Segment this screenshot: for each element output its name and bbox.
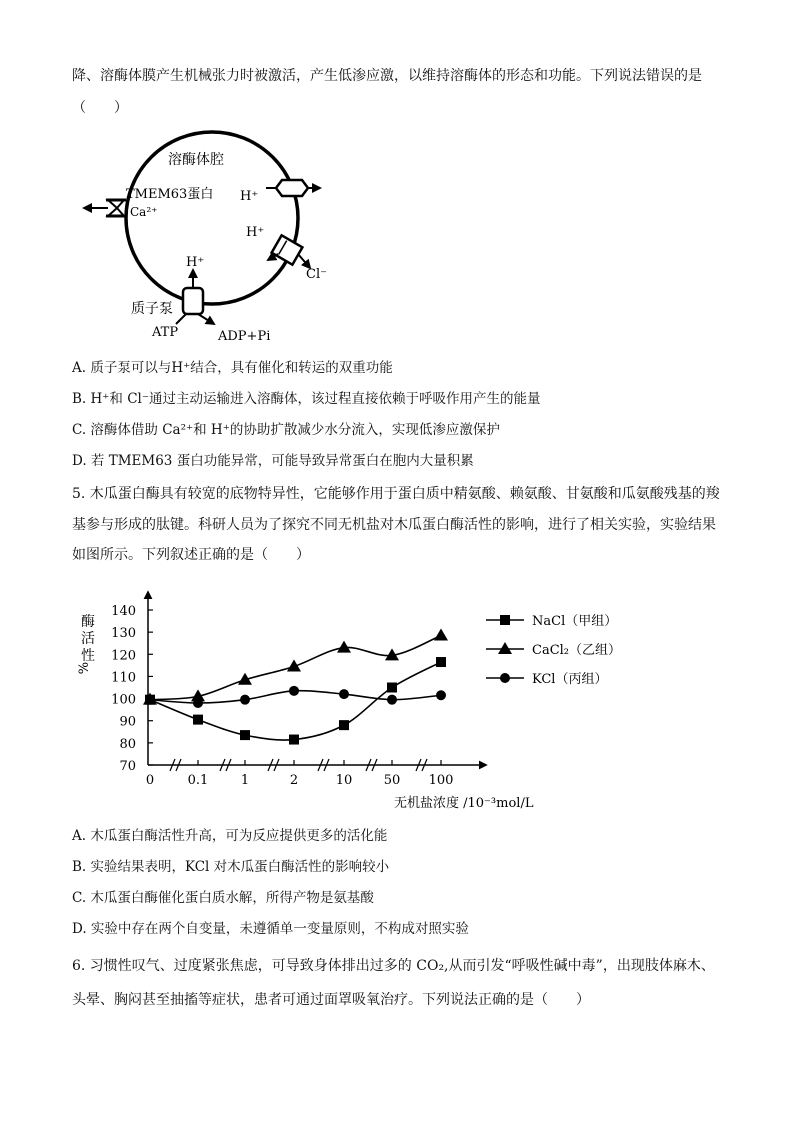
q6-line1: 6. 习惯性叹气、过度紧张焦虑，可导致身体排出过多的 CO₂,从而引发“呼吸性碱中毒”，出现肢体麻木、 [72,958,715,974]
x-tick-label: 50 [383,773,401,788]
q5-option-a: A. 木瓜蛋白酶活性升高，可为反应提供更多的活化能 [72,828,388,844]
legend-marker-triangle [498,642,512,654]
data-point-triangle [337,641,351,653]
legend-marker-circle [500,673,510,683]
data-point-square [193,715,203,725]
q5-option-c: C. 木瓜蛋白酶催化蛋白质水解，所得产物是氨基酸 [72,890,374,906]
q5-option-d: D. 实验中存在两个自变量，未遵循单一变量原则，不构成对照实验 [72,921,469,937]
x-tick-label: 0.1 [187,773,209,788]
q5-stem-line1: 5. 木瓜蛋白酶具有较宽的底物特异性，它能够作用于蛋白质中精氨酸、赖氨酸、甘氨酸和瓜氨酸残基的羧 [72,486,720,502]
y-tick-label: 120 [111,648,136,664]
y-axis-label-char: 酶 [81,614,95,630]
data-point-circle [240,695,250,705]
q4-option-c: C. 溶酶体借助 Ca²⁺和 H⁺的协助扩散减少水分流入，实现低渗应激保护 [72,422,500,438]
q5-option-b: B. 实验结果表明，KCl 对木瓜蛋白酶活性的影响较小 [72,859,390,875]
atp-label: ATP [152,325,179,340]
y-axis-label-char: 性 [81,648,95,664]
proton-pump-label: 质子泵 [131,301,173,317]
y-axis-unit: % [77,661,92,675]
legend-label: KCl（丙组） [532,672,608,687]
data-point-circle [436,690,446,700]
adp-label: ADP+Pi [218,329,271,344]
legend-label: NaCl（甲组） [532,614,618,629]
y-tick-label: 140 [111,604,136,619]
data-point-circle [339,689,349,699]
q4-option-d: D. 若 TMEM63 蛋白功能异常，可能导致异常蛋白在胞内大量积累 [72,453,474,469]
q4-stem-line2: （ ） [72,100,128,116]
x-tick-label: 100 [428,773,454,788]
x-tick-label: 2 [289,773,299,788]
y-tick-label: 70 [119,759,136,774]
y-tick-label: 80 [119,736,136,752]
x-tick-label: 10 [335,773,353,788]
q4-option-b: B. H⁺和 Cl⁻通过主动运输进入溶酶体，该过程直接依赖于呼吸作用产生的能量 [72,391,541,407]
x-axis-label: 无机盐浓度 /10⁻³mol/L [394,796,534,811]
h-label-top: H⁺ [240,189,259,204]
legend-marker-square [500,615,510,625]
data-point-square [289,735,299,745]
y-tick-label: 110 [111,670,136,686]
data-point-square [436,657,446,667]
legend-label: CaCl₂（乙组） [532,643,622,658]
data-point-square [339,720,349,730]
q5-stem-line2: 基参与形成的肽键。科研人员为了探究不同无机盐对木瓜蛋白酶活性的影响，进行了相关实验，实验结果 [72,517,716,533]
x-tick-label: 0 [145,773,155,788]
data-point-circle [193,698,203,708]
ca-label: Ca²⁺ [130,205,158,219]
tmem63-label: TMEM63蛋白 [126,187,214,202]
data-point-circle [387,695,397,705]
data-point-circle [145,695,155,705]
data-point-square [387,683,397,693]
data-point-square [240,730,250,740]
data-point-triangle [434,628,448,640]
cl-label: Cl⁻ [306,267,327,282]
x-tick-label: 1 [240,773,250,788]
h-label-antiporter: H⁺ [246,225,265,240]
q4-option-a: A. 质子泵可以与H⁺结合，具有催化和转运的双重功能 [72,360,393,376]
y-axis-label-char: 活 [81,631,95,647]
q6-line2: 头晕、胸闷甚至抽搐等症状，患者可通过面罩吸氧治疗。下列说法正确的是（ ） [72,992,590,1008]
y-tick-label: 100 [111,692,136,708]
y-tick-label: 90 [119,714,136,730]
data-point-circle [289,686,299,696]
lysosome-lumen-label: 溶酶体腔 [168,152,224,168]
q5-stem-line3: 如图所示。下列叙述正确的是（ ） [72,547,310,563]
q4-stem-line1: 降、溶酶体膜产生机械张力时被激活，产生低渗应激，以维持溶酶体的形态和功能。下列说法错误的是 [72,68,702,84]
y-tick-label: 130 [111,626,136,642]
h-label-pump: H⁺ [186,255,205,270]
